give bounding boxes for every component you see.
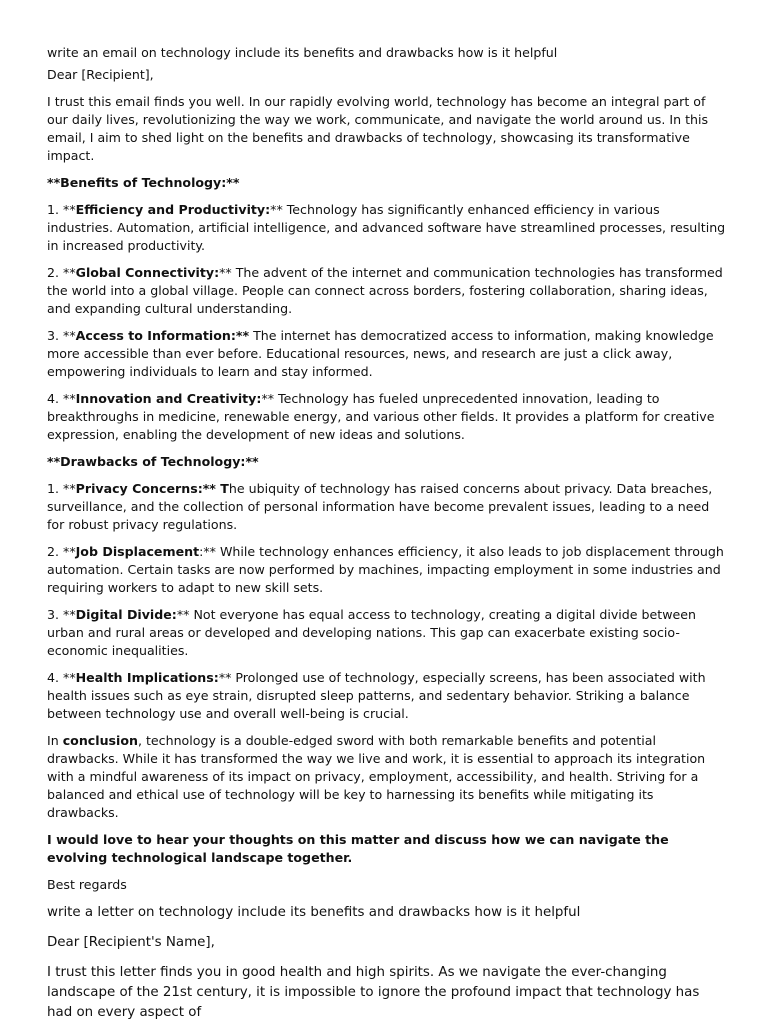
benefit-item-3: 3. **Access to Information:** The internet has democratized access to information, making knowledge more accessible than ever before. Educational resources, news, and research are just a click away, empowering individuals to learn and stay informed.: [47, 328, 714, 379]
letter-greeting: Dear [Recipient's Name],: [47, 935, 215, 950]
drawback-item-4: 4. **Health Implications:** Prolonged use of technology, especially screens, has been associated with health issues such as eye strain, disrupted sleep patterns, and sedentary behavior. Striking a balance between technology use and overall well-being is crucial.: [47, 670, 706, 721]
letter-section: [47, 903, 727, 1023]
benefit-item-1: 1. **Efficiency and Productivity:** Technology has significantly enhanced efficiency in various industries. Automation, artificial intelligence, and advanced software have streamlined processes, resulting in increased productivity.: [47, 202, 726, 253]
document-page: [47, 44, 727, 1033]
letter-prompt: write a letter on technology include its benefits and drawbacks how is it helpful: [47, 905, 581, 920]
email-conclusion: In conclusion, technology is a double-edged sword with both remarkable benefits and potential drawbacks. While it has transformed the way we live and work, it is essential to approach its integration with a mindful awareness of its impact on privacy, employment, accessibility, and health. Striving for a balanced and ethical use of technology will be key to harnessing its benefits while mitigating its drawbacks.: [47, 733, 706, 820]
benefits-heading: **Benefits of Technology:**: [47, 175, 240, 190]
drawback-item-3: 3. **Digital Divide:** Not everyone has equal access to technology, creating a digital divide between urban and rural areas or developed and developing nations. This gap can exacerbate existing socio-economic inequalities.: [47, 607, 696, 658]
drawback-item-1: 1. **Privacy Concerns:** The ubiquity of technology has raised concerns about privacy. Data breaches, surveillance, and the collection of personal information have become prevalent issues, leading to a need for robust privacy regulations.: [47, 481, 713, 532]
drawbacks-heading: **Drawbacks of Technology:**: [47, 454, 259, 469]
email-closing: I would love to hear your thoughts on this matter and discuss how we can navigate the evolving technological landscape together.: [47, 832, 669, 865]
email-greeting: Dear [Recipient],: [47, 67, 154, 82]
email-prompt: write an email on technology include its benefits and drawbacks how is it helpful: [47, 45, 558, 60]
benefit-item-4: 4. **Innovation and Creativity:** Technology has fueled unprecedented innovation, leading to breakthroughs in medicine, renewable energy, and various other fields. It provides a platform for creative expression, enabling the development of new ideas and solutions.: [47, 391, 715, 442]
letter-intro: I trust this letter finds you in good health and high spirits. As we navigate the ever-changing landscape of the 21st century, it is impossible to ignore the profound impact that technology has had on every aspect of: [47, 965, 700, 1020]
email-signoff: Best regards: [47, 877, 127, 892]
drawback-item-2: 2. **Job Displacement:** While technology enhances efficiency, it also leads to job displacement through automation. Certain tasks are now performed by machines, impacting employment in some industries and requiring workers to adapt to new skill sets.: [47, 544, 724, 595]
benefit-item-2: 2. **Global Connectivity:** The advent of the internet and communication technologies has transformed the world into a global village. People can connect across borders, fostering collaboration, sharing ideas, and expanding cultural understanding.: [47, 265, 723, 316]
email-intro: I trust this email finds you well. In our rapidly evolving world, technology has become an integral part of our daily lives, revolutionizing the way we work, communicate, and navigate the world around us. In this email, I aim to shed light on the benefits and drawbacks of technology, showcasing its transformative impact.: [47, 94, 709, 163]
